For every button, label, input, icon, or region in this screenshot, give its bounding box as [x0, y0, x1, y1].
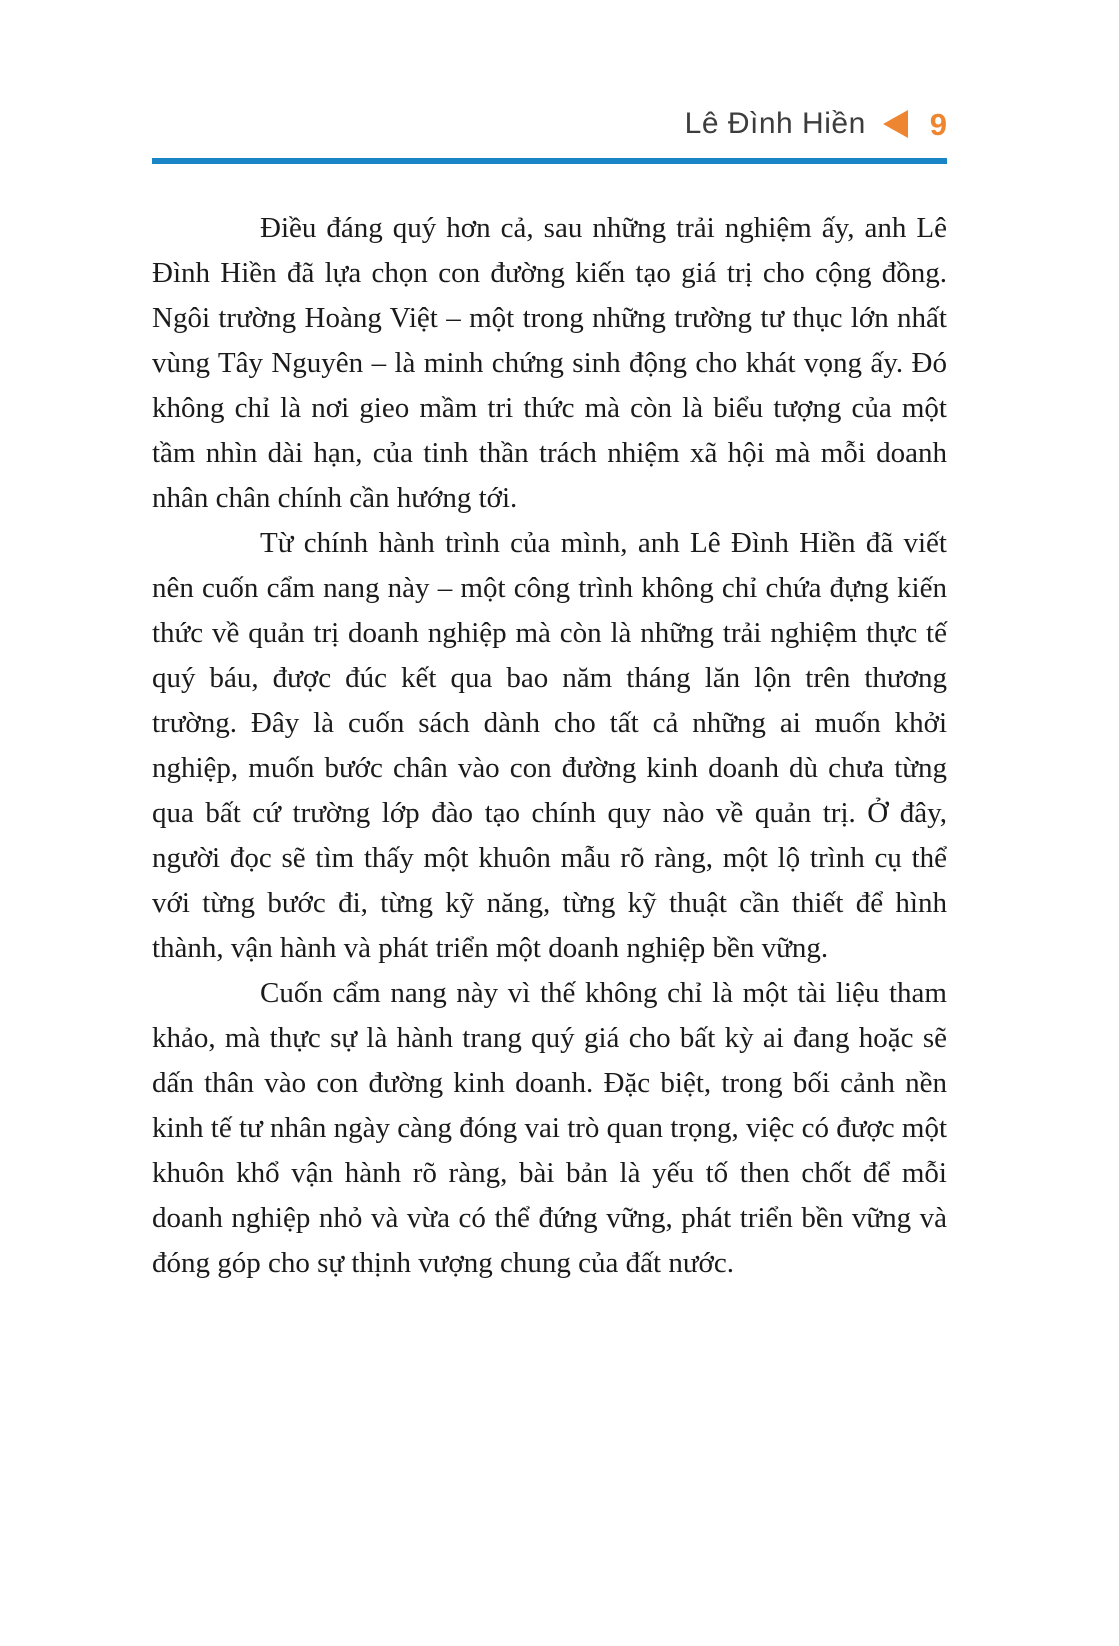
running-title: Lê Đình Hiền — [684, 107, 866, 140]
page-header — [152, 103, 947, 145]
paragraph-2: Từ chính hành trình của mình, anh Lê Đình Hiền đã viết nên cuốn cẩm nang này – một công trình không chỉ chứa đựng kiến thức về quản trị doanh nghiệp mà còn là những trải nghiệm thực tế quý báu, được đúc kết qua bao năm tháng lăn lộn trên thương trường. Đây là cuốn sách dành cho tất cả những ai muốn khởi nghiệp, muốn bước chân vào con đường kinh doanh dù chưa từng qua bất cứ trường lớp đào tạo chính quy nào về quản trị. Ở đây, người đọc sẽ tìm thấy một khuôn mẫu rõ ràng, một lộ trình cụ thể với từng bước đi, từng kỹ năng, từng kỹ thuật cần thiết để hình thành, vận hành và phát triển một doanh nghiệp bền vững. — [152, 527, 947, 964]
left-arrow-icon — [883, 110, 908, 138]
paragraph-1: Điều đáng quý hơn cả, sau những trải nghiệm ấy, anh Lê Đình Hiền đã lựa chọn con đường kiến tạo giá trị cho cộng đồng. Ngôi trường Hoàng Việt – một trong những trường tư thục lớn nhất vùng Tây Nguyên – là minh chứng sinh động cho khát vọng ấy. Đó không chỉ là nơi gieo mầm tri thức mà còn là biểu tượng của một tầm nhìn dài hạn, của tinh thần trách nhiệm xã hội mà mỗi doanh nhân chân chính cần hướng tới. — [152, 212, 947, 514]
body-text — [152, 206, 947, 1286]
page-number: 9 — [929, 106, 947, 142]
header-rule-divider — [152, 158, 947, 164]
paragraph-3: Cuốn cẩm nang này vì thế không chỉ là một tài liệu tham khảo, mà thực sự là hành trang quý giá cho bất kỳ ai đang hoặc sẽ dấn thân vào con đường kinh doanh. Đặc biệt, trong bối cảnh nền kinh tế tư nhân ngày càng đóng vai trò quan trọng, việc có được một khuôn khổ vận hành rõ ràng, bài bản là yếu tố then chốt để mỗi doanh nghiệp nhỏ và vừa có thể đứng vững, phát triển bền vững và đóng góp cho sự thịnh vượng chung của đất nước. — [152, 977, 947, 1279]
